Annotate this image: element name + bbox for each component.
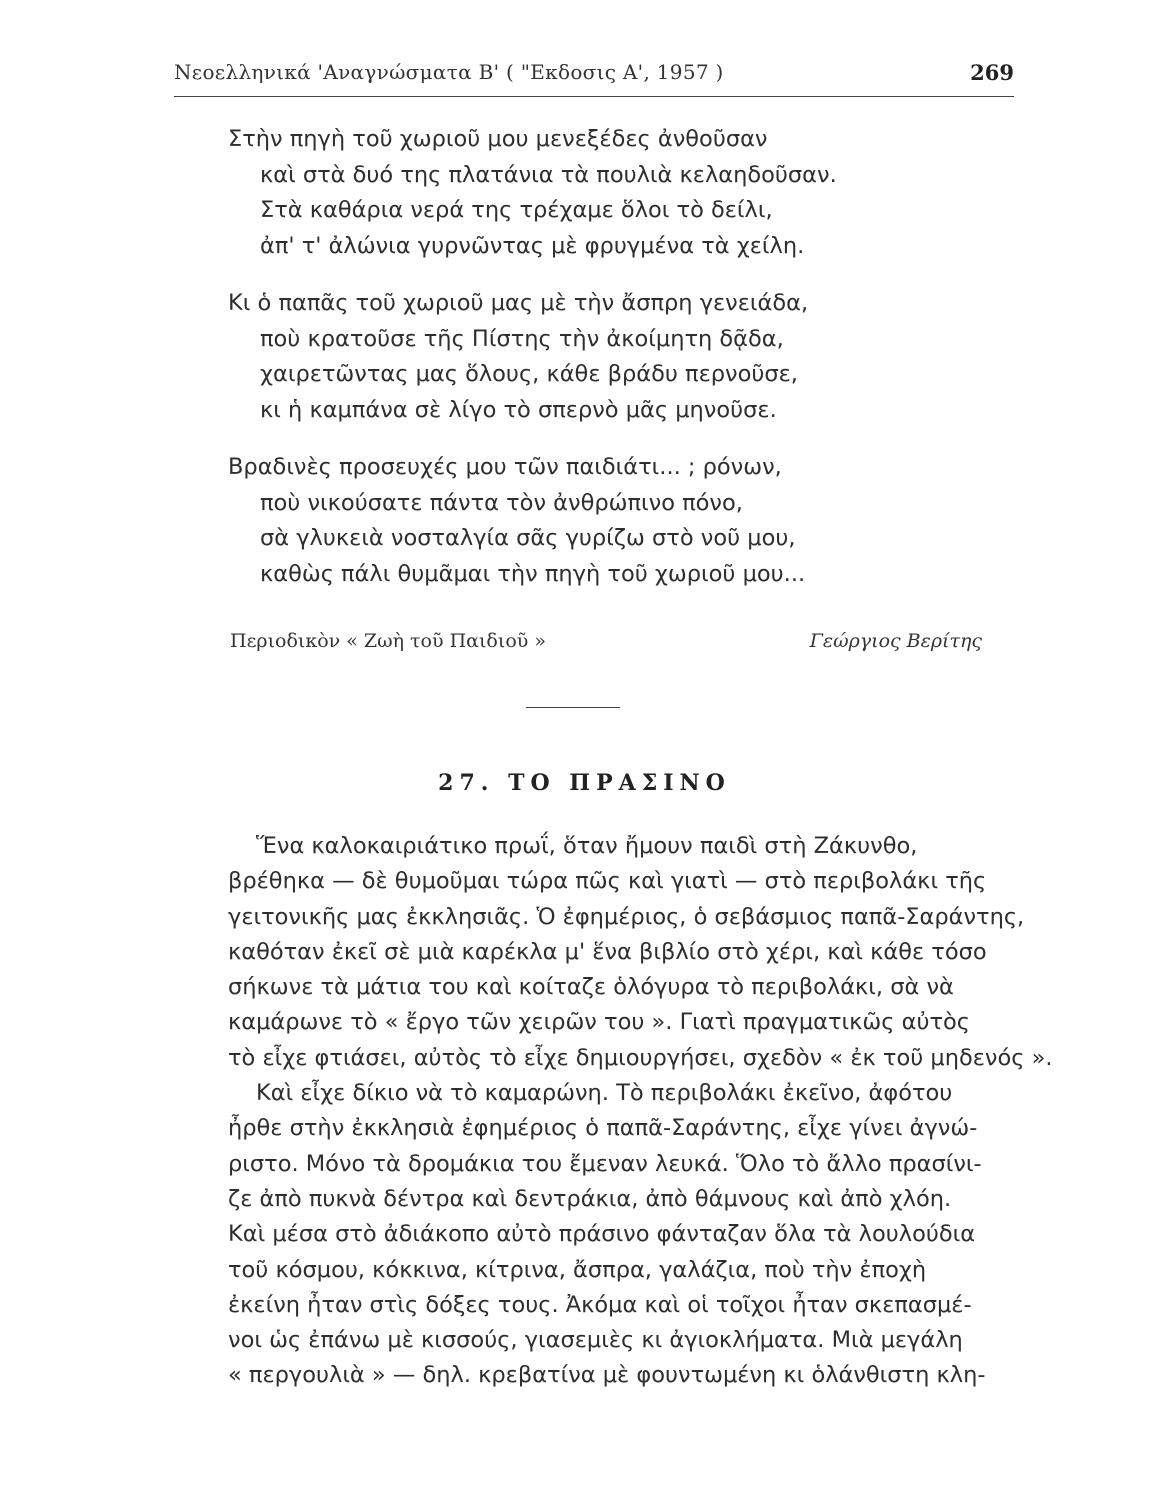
prose-line: ἦρθε στὴν ἐκκλησιὰ ἐφημέριος ὁ παπᾶ-Σαράντης, εἶχε γίνει ἀγνώ- [228,1115,978,1142]
section-title: 27. ΤΟ ΠΡΑΣΙΝΟ [438,770,731,796]
poem-line: ποὺ νικούσατε πάντα τὸν ἀνθρώπινο πόνο, [260,489,743,516]
prose-line: « περγουλιὰ » — δηλ. κρεβατίνα μὲ φουντωμένη κι ὁλάνθιστη κλη- [228,1362,986,1389]
poem-line: ποὺ κρατοῦσε τῆς Πίστης τὴν ἀκοίμητη δᾷδα, [260,325,784,352]
running-head: Νεοελληνικά 'Αναγνώσματα Β' ( "Εκδοσις Α', 1957 ) [174,60,724,84]
prose-line: καμάρωνε τὸ « ἔργο τῶν χειρῶν του ». Γιατὶ πραγματικῶς αὐτὸς [228,1009,970,1036]
poem-line: χαιρετῶντας μας ὅλους, κάθε βράδυ περνοῦσε, [260,361,798,387]
prose-line: γειτονικῆς μας ἐκκλησιᾶς. Ὁ ἐφημέριος, ὁ σεβάσμιος παπᾶ-Σαράντης, [228,903,1025,930]
prose-line: ριστο. Μόνο τὰ δρομάκια του ἔμεναν λευκά. Ὅλο τὸ ἄλλο πρασίνι- [228,1150,982,1177]
author-name: Γεώργιος Βερίτης [809,630,982,652]
section-divider [526,707,620,708]
poem-line: Βραδινὲς προσευχές μου τῶν παιδιάτι... ; ρόνων, [228,454,782,480]
poem-stanza [228,122,988,264]
prose-text [228,829,1053,1394]
prose-line: νοι ὡς ἐπάνω μὲ κισσούς, γιασεμιὲς κι ἀγιοκλήματα. Μιὰ μεγάλη [228,1327,963,1354]
poem-line: σὰ γλυκειὰ νοσταλγία σᾶς γυρίζω στὸ νοῦ μου, [260,525,796,551]
poem-line: Στὴν πηγὴ τοῦ χωριοῦ μου μενεξέδες ἀνθοῦσαν [228,126,768,152]
prose-line: ἐκείνη ἦταν στὶς δόξες τους. Ἀκόμα καὶ οἱ τοῖχοι ἦταν σκεπασμέ- [228,1291,972,1318]
source-citation: Περιοδικὸν « Ζωὴ τοῦ Παιδιοῦ » [230,630,546,652]
poem-line: Κι ὁ παπᾶς τοῦ χωριοῦ μας μὲ τὴν ἄσπρη γενειάδα, [228,290,809,316]
poem-stanza [228,286,988,428]
prose-line: Ἕνα καλοκαιριάτικο πρωΐ, ὅταν ἤμουν παιδὶ στὴ Ζάκυνθο, [256,833,918,859]
prose-line: βρέθηκα — δὲ θυμοῦμαι τώρα πῶς καὶ γιατὶ — στὸ περιβολάκι τῆς [228,868,987,895]
poem-line: κι ἡ καμπάνα σὲ λίγο τὸ σπερνὸ μᾶς μηνοῦσε. [260,396,777,423]
prose-line: Καὶ εἶχε δίκιο νὰ τὸ καμαρώνη. Τὸ περιβολάκι ἐκεῖνο, ἀφότου [256,1080,953,1107]
poem [228,122,988,614]
poem-attribution [230,630,982,662]
prose-line: τοῦ κόσμου, κόκκινα, κίτρινα, ἄσπρα, γαλάζια, ποὺ τὴν ἐποχὴ [228,1256,927,1283]
poem-line: καθὼς πάλι θυμᾶμαι τὴν πηγὴ τοῦ χωριοῦ μου... [260,560,806,587]
poem-line: καὶ στὰ δυό της πλατάνια τὰ πουλιὰ κελαηδοῦσαν. [260,161,837,188]
prose-line: Καὶ μέσα στὸ ἀδιάκοπο αὐτὸ πράσινο φάνταζαν ὅλα τὰ λουλούδια [228,1221,976,1248]
poem-line: Στὰ καθάρια νερά της τρέχαμε ὅλοι τὸ δείλι, [260,197,773,223]
page-number: 269 [970,60,1014,85]
poem-line: ἀπ' τ' ἀλώνια γυρνῶντας μὲ φρυγμένα τὰ χείλη. [260,232,805,259]
prose-line: σήκωνε τὰ μάτια του καὶ κοίταζε ὁλόγυρα τὸ περιβολάκι, σὰ νὰ [228,974,954,1001]
poem-stanza [228,450,988,592]
prose-line: καθόταν ἐκεῖ σὲ μιὰ καρέκλα μ' ἕνα βιβλίο στὸ χέρι, καὶ κάθε τόσο [228,938,987,965]
page-header [174,60,1014,97]
prose-line: ζε ἀπὸ πυκνὰ δέντρα καὶ δεντράκια, ἀπὸ θάμνους καὶ ἀπὸ χλόη. [228,1185,952,1212]
prose-line: τὸ εἶχε φτιάσει, αὐτὸς τὸ εἶχε δημιουργήσει, σχεδὸν « ἐκ τοῦ μηδενός ». [228,1044,1053,1071]
